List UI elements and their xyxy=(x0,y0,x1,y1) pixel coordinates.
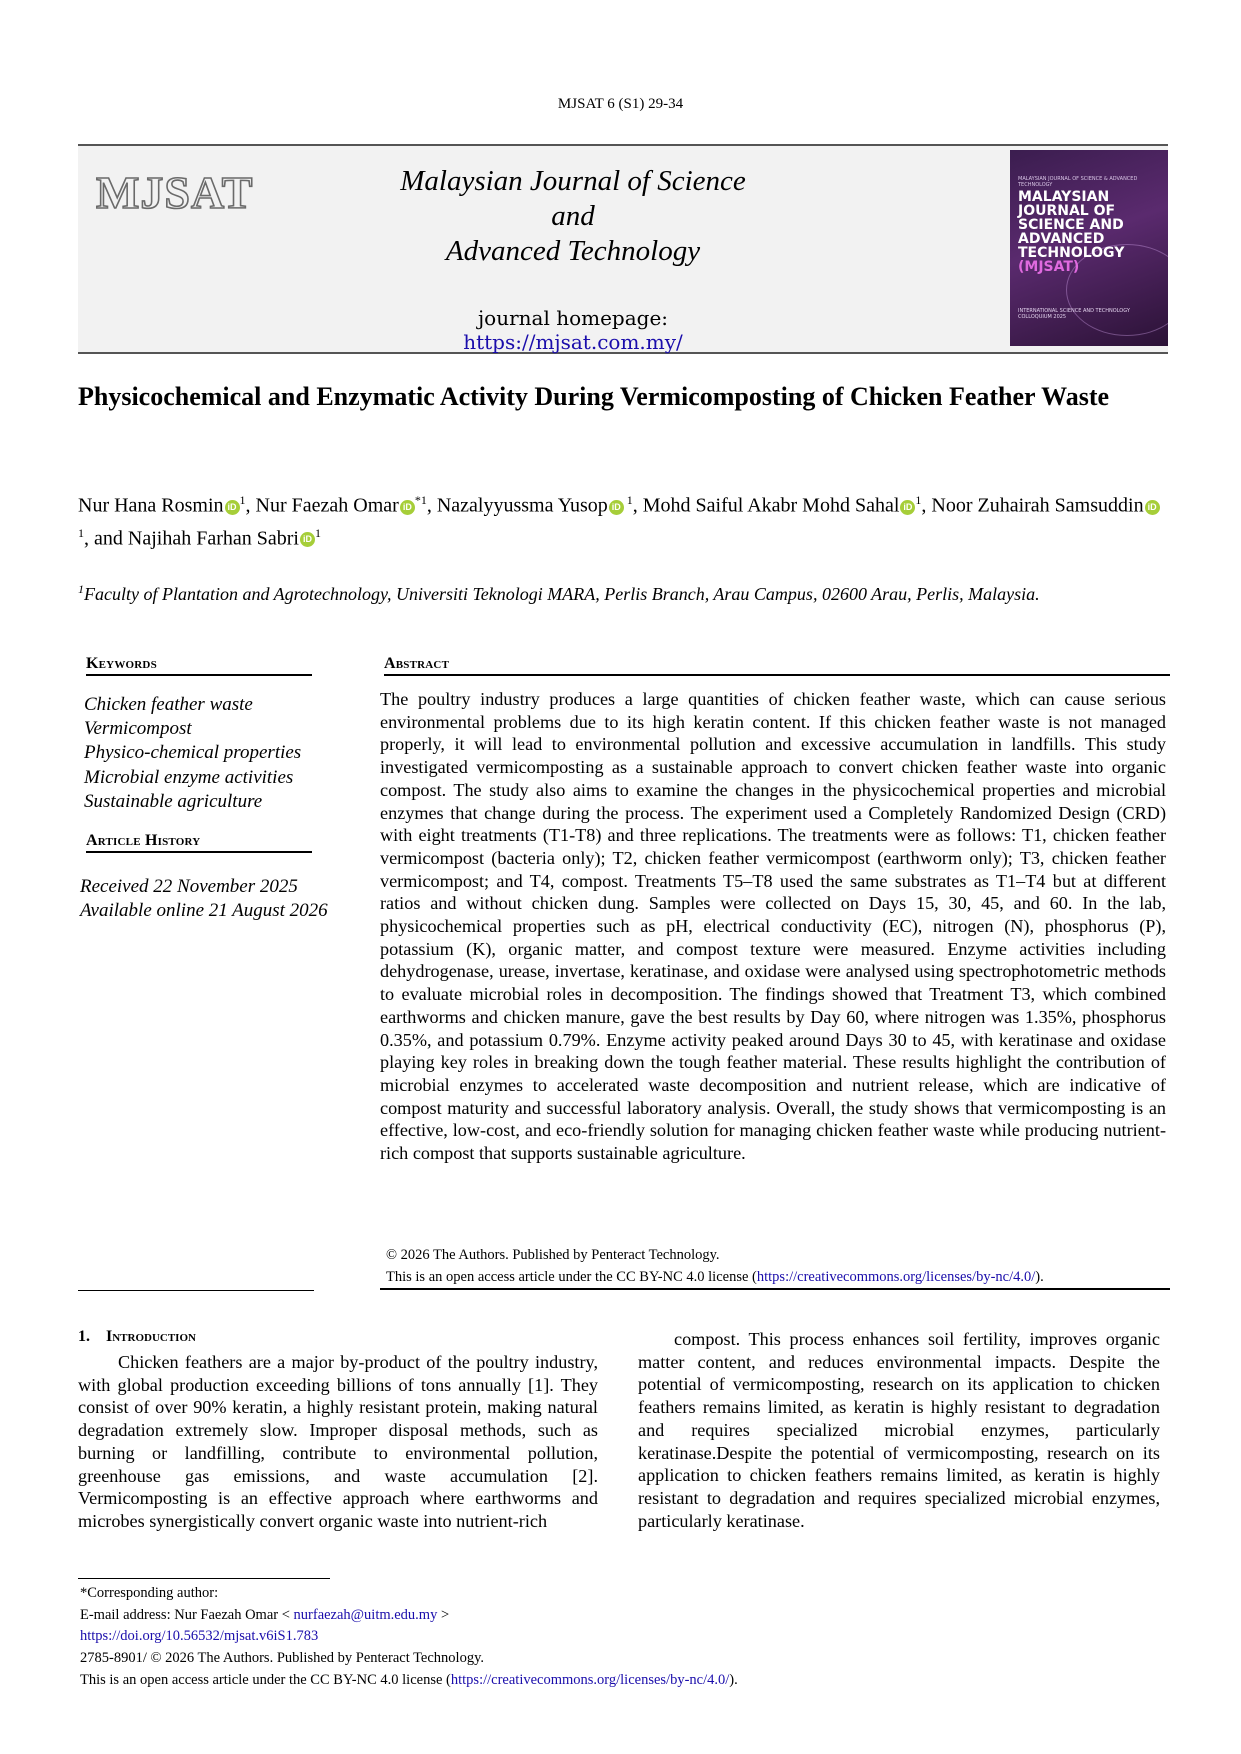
author-name: Noor Zuhairah Samsuddin xyxy=(931,494,1144,517)
article-history-list xyxy=(80,875,340,923)
author-name: Nazalyyussma Yusop xyxy=(436,494,608,517)
cover-header-text: MALAYSIAN JOURNAL OF SCIENCE & ADVANCED TECHNOLOGY xyxy=(1018,176,1138,188)
affiliation-sup: 1 xyxy=(78,582,84,596)
affiliation-text: Faculty of Plantation and Agrotechnology, Universiti Teknologi MARA, Perlis Branch, Arau Campus, 02600 Arau, Perlis, Malaysia. xyxy=(84,584,1040,604)
keywords-list xyxy=(84,693,324,814)
keyword-item: Vermicompost xyxy=(84,718,192,740)
paper-title: Physicochemical and Enzymatic Activity During Vermicomposting of Chicken Feather Waste xyxy=(78,382,1110,411)
author-affil-sup: 1 xyxy=(623,493,633,507)
journal-masthead xyxy=(78,144,1168,354)
license-text: This is an open access article under the CC BY-NC 4.0 license ( xyxy=(386,1269,757,1285)
orcid-icon[interactable]: iD xyxy=(300,532,315,547)
footnotes xyxy=(80,1583,1170,1692)
footnote-license-link[interactable]: https://creativecommons.org/licenses/by-nc/4.0/ xyxy=(450,1671,730,1688)
email-link[interactable]: nurfaezah@uitm.edu.my xyxy=(293,1606,438,1623)
license-copyright: © 2026 The Authors. Published by Penteract Technology. xyxy=(386,1247,720,1263)
license-text-end: ). xyxy=(1035,1269,1044,1285)
history-item: Available online 21 August 2026 xyxy=(80,900,328,922)
author-affil-sup: 1 xyxy=(239,493,246,507)
author-affil-sup: 1 xyxy=(314,525,321,540)
author-name: Nur Hana Rosmin xyxy=(78,494,224,517)
email-label: E-mail address: Nur Faezah Omar < xyxy=(80,1606,294,1623)
journal-cover-image xyxy=(1010,150,1168,346)
doi-link[interactable]: https://doi.org/10.56532/mjsat.v6iS1.783 xyxy=(80,1628,319,1645)
introduction-text: compost. This process enhances soil fertility, improves organic matter content, and reduces environmental impacts. Despite the potential of vermicomposting, research on its application to chicken feathers remains limited, as keratin is highly resistant to degradation and requires specialized microbial enzymes, particularly keratinase.Despite the potential of vermicomposting, research on its application to chicken feathers remains limited, as keratin is highly resistant to degradation and requires specialized microbial enzymes, particularly keratinase. xyxy=(638,1329,1160,1531)
homepage-label: journal homepage: xyxy=(477,306,669,330)
abstract-text: The poultry industry produces a large quantities of chicken feather waste, which can cause serious environmental problems due to its high keratin content. If this chicken feather waste is not managed properly, it will lead to environmental pollution and excessive accumulation in landfills. This study investigated vermicomposting as a sustainable approach to convert chicken feather waste into organic compost. The study also aims to examine the changes in the physicochemical properties and microbial enzymes that change during the process. The experiment used a Completely Randomized Design (CRD) with eight treatments (T1-T8) and three replications. The treatments were as follows: T1, chicken feather vermicompost (bacteria only); T2, chicken feather vermicompost (earthworm only); T3, chicken feather vermicompost; and T4, compost. Treatments T5–T8 used the same substrates as T1–T4 but at different ratios and without chicken dung. Samples were collected on Days 15, 30, 45, and 60. In the lab, physicochemical properties such as pH, electrical conductivity (EC), nitrogen (N), phosphorus (P), potassium (K), organic matter, and compost texture were measured. Enzyme activities including dehydrogenase, urease, invertase, keratinase, and oxidase were analysed using spectrophotometric methods to evaluate microbial roles in decomposition. The findings showed that Treatment T3, which combined earthworms and chicken manure, gave the best results by Day 60, where nitrogen was 1.35%, phosphorus 0.35%, and potassium 0.79%. Enzyme activity peaked around Days 30 to 45, with keratinase and oxidase playing key roles in breaking down the tough feather material. These results highlight the contribution of microbial enzymes to accelerated waste decomposition and nutrient release, which are indicative of compost maturity and successful laboratory analysis. Overall, the study shows that vermicomposting is an effective, low-cost, and eco-friendly solution for managing chicken feather waste while producing nutrient-rich compost that supports sustainable agriculture. xyxy=(380,689,1166,1164)
email-label-end: > xyxy=(437,1606,450,1623)
journal-title-line: Malaysian Journal of Science xyxy=(400,165,746,197)
orcid-icon[interactable]: iD xyxy=(609,500,624,515)
email-line xyxy=(80,1605,1170,1627)
keyword-item: Microbial enzyme activities xyxy=(84,766,294,788)
author-list xyxy=(78,487,1168,552)
license-box xyxy=(380,1244,1170,1290)
history-item: Received 22 November 2025 xyxy=(80,876,298,897)
license-statement xyxy=(386,1266,1170,1288)
author-separator: , xyxy=(632,494,643,517)
homepage-link[interactable]: https://mjsat.com.my/ xyxy=(463,330,683,354)
journal-title-line: Advanced Technology xyxy=(445,235,701,267)
cover-title-abbrev: (MJSAT) xyxy=(1018,259,1080,275)
introduction-heading: 1. Introduction xyxy=(78,1328,196,1345)
cover-title xyxy=(1018,190,1164,274)
cover-footer-text: INTERNATIONAL SCIENCE AND TECHNOLOGY COLLOQUIUM 2025 xyxy=(1018,308,1130,320)
left-column-rule xyxy=(78,1290,314,1291)
journal-title xyxy=(378,164,768,269)
journal-title-line: and xyxy=(551,200,595,232)
author-name: Najihah Farhan Sabri xyxy=(127,527,299,550)
orcid-icon[interactable]: iD xyxy=(400,500,415,515)
introduction-column-1 xyxy=(78,1351,598,1533)
introduction-column-2 xyxy=(638,1328,1160,1532)
license-link[interactable]: https://creativecommons.org/licenses/by-nc/4.0/ xyxy=(756,1269,1036,1285)
author-name: Mohd Saiful Akabr Mohd Sahal xyxy=(642,494,900,517)
footnote-rule xyxy=(78,1578,330,1579)
orcid-icon[interactable]: iD xyxy=(1145,500,1160,515)
footnote-license xyxy=(80,1670,1170,1692)
author-affil-sup: *1 xyxy=(414,493,427,507)
author-separator: , and xyxy=(84,527,128,550)
keywords-heading: Keywords xyxy=(86,655,312,676)
journal-homepage xyxy=(378,306,768,354)
keyword-item: Chicken feather waste xyxy=(84,694,253,715)
orcid-icon[interactable]: iD xyxy=(225,500,240,515)
orcid-icon[interactable]: iD xyxy=(900,500,915,515)
cover-title-main: MALAYSIAN JOURNAL OF SCIENCE AND ADVANCED TECHNOLOGY xyxy=(1018,189,1125,261)
author-name: Nur Faezah Omar xyxy=(255,494,399,517)
author-separator: , xyxy=(426,494,437,517)
author-separator: , xyxy=(245,494,256,517)
keyword-item: Physico-chemical properties xyxy=(84,742,302,764)
journal-logo: MJSAT xyxy=(96,167,254,218)
author-separator: , xyxy=(921,494,932,517)
author-affil-sup: 1 xyxy=(915,493,922,507)
footnote-license-text: This is an open access article under the CC BY-NC 4.0 license ( xyxy=(80,1671,451,1688)
running-head: MJSAT 6 (S1) 29-34 xyxy=(557,96,684,112)
affiliation xyxy=(78,577,1168,606)
issn-line: 2785-8901/ © 2026 The Authors. Published by Penteract Technology. xyxy=(80,1650,485,1667)
introduction-text: Chicken feathers are a major by-product of the poultry industry, with global production exceeding billions of tons annually [1]. They consist of over 90% keratin, a highly resistant protein, making natural degradation extremely slow. Improper disposal methods, such as burning or landfilling, contribute to environmental pollution, greenhouse gas emissions, and waste accumulation [2]. Vermicomposting is an effective approach where earthworms and microbes synergistically convert organic waste into nutrient-rich xyxy=(78,1352,598,1531)
article-history-heading: Article History xyxy=(86,832,312,853)
footnote-license-end: ). xyxy=(729,1671,738,1688)
corresponding-author: *Corresponding author: xyxy=(80,1585,219,1601)
keyword-item: Sustainable agriculture xyxy=(84,790,263,812)
abstract-heading: Abstract xyxy=(384,655,1170,676)
author-affil-sup: 1 xyxy=(78,525,84,540)
